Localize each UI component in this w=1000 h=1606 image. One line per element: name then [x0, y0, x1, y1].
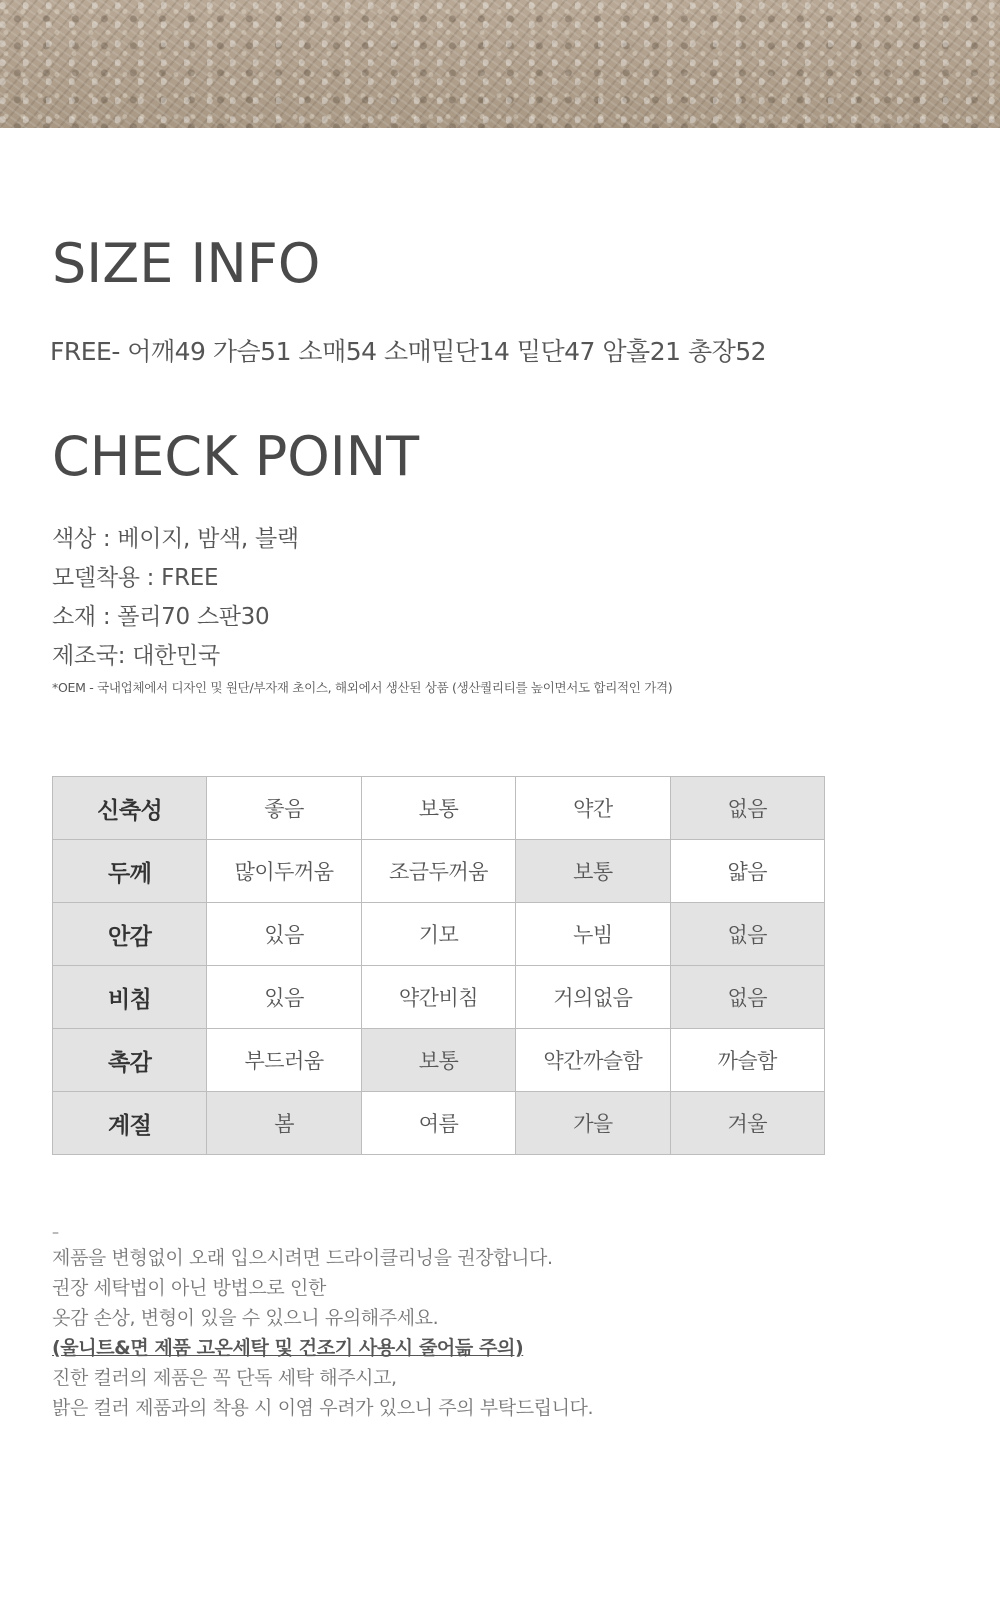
size-info-title: SIZE INFO — [52, 232, 321, 295]
spec-row — [53, 777, 825, 840]
spec-option: 보통 — [361, 1029, 515, 1092]
color-info: 색상 : 베이지, 밤색, 블랙 — [52, 526, 299, 552]
spec-row — [53, 966, 825, 1029]
spec-row-label: 두께 — [53, 840, 207, 903]
spec-option: 있음 — [207, 966, 361, 1029]
spec-row-label: 신축성 — [53, 777, 207, 840]
spec-option: 기모 — [361, 903, 515, 966]
spec-option: 많이두꺼움 — [207, 840, 361, 903]
spec-row — [53, 1092, 825, 1155]
spec-option: 얇음 — [670, 840, 824, 903]
spec-option: 조금두꺼움 — [361, 840, 515, 903]
size-measurements: FREE- 어깨49 가슴51 소매54 소매밑단14 밑단47 암홀21 총장52 — [50, 337, 767, 366]
care-line: 제품을 변형없이 오래 입으시려면 드라이클리닝을 권장합니다. — [52, 1247, 553, 1269]
check-point-title: CHECK POINT — [52, 425, 420, 488]
spec-option: 약간비침 — [361, 966, 515, 1029]
spec-option: 보통 — [516, 840, 670, 903]
spec-option: 없음 — [670, 777, 824, 840]
care-instructions — [52, 1223, 593, 1423]
spec-option: 가을 — [516, 1092, 670, 1155]
check-point-details — [52, 520, 672, 696]
product-spec-table — [52, 776, 825, 1155]
origin-info: 제조국: 대한민국 — [52, 643, 220, 669]
spec-option: 겨울 — [670, 1092, 824, 1155]
spec-option: 약간 — [516, 777, 670, 840]
spec-row-label: 계절 — [53, 1092, 207, 1155]
spec-row-label: 비침 — [53, 966, 207, 1029]
spec-row-label: 안감 — [53, 903, 207, 966]
spec-option: 보통 — [361, 777, 515, 840]
spec-row-label: 촉감 — [53, 1029, 207, 1092]
spec-option: 부드러움 — [207, 1029, 361, 1092]
spec-option: 있음 — [207, 903, 361, 966]
spec-option: 없음 — [670, 903, 824, 966]
spec-row — [53, 1029, 825, 1092]
spec-option: 까슬함 — [670, 1029, 824, 1092]
spec-option: 좋음 — [207, 777, 361, 840]
material-info: 소재 : 폴리70 스판30 — [52, 604, 270, 630]
oem-note: *OEM - 국내업체에서 디자인 및 원단/부자재 초이스, 해외에서 생산된 상품 (생산퀄리티를 높이면서도 합리적인 가격) — [52, 680, 673, 695]
care-line: 옷감 손상, 변형이 있을 수 있으니 유의해주세요. — [52, 1307, 439, 1329]
fabric-texture-image — [0, 0, 1000, 128]
care-dash: – — [52, 1225, 59, 1241]
spec-option: 거의없음 — [516, 966, 670, 1029]
care-line: 진한 컬러의 제품은 꼭 단독 세탁 해주시고, — [52, 1367, 397, 1389]
care-line: 밝은 컬러 제품과의 착용 시 이염 우려가 있으니 주의 부탁드립니다. — [52, 1397, 594, 1419]
spec-option: 누빔 — [516, 903, 670, 966]
spec-option: 봄 — [207, 1092, 361, 1155]
spec-option: 여름 — [361, 1092, 515, 1155]
spec-row — [53, 903, 825, 966]
spec-row — [53, 840, 825, 903]
spec-option: 약간까슬함 — [516, 1029, 670, 1092]
spec-option: 없음 — [670, 966, 824, 1029]
care-line: 권장 세탁법이 아닌 방법으로 인한 — [52, 1277, 326, 1299]
model-size-info: 모델착용 : FREE — [52, 565, 219, 591]
shrink-warning: (울니트&면 제품 고온세탁 및 건조기 사용시 줄어듦 주의) — [52, 1337, 524, 1359]
